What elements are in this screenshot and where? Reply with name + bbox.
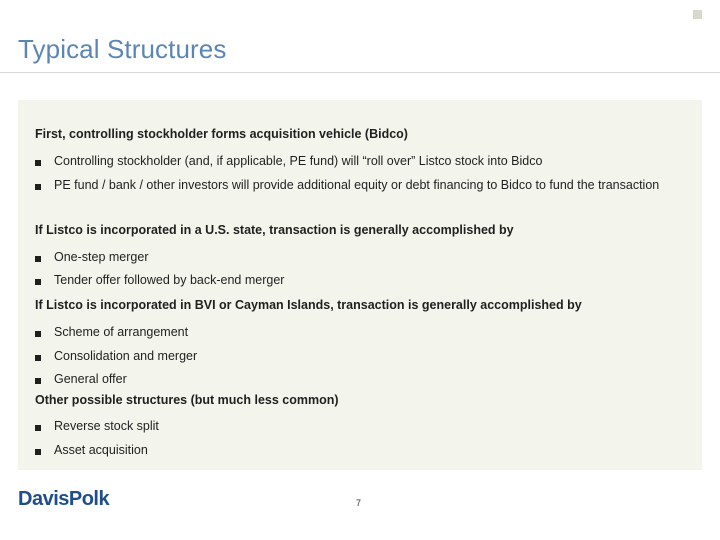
list-item <box>35 275 284 290</box>
bullet-icon <box>35 425 41 431</box>
list-item-text: General offer <box>54 372 127 386</box>
bullet-icon <box>35 184 41 190</box>
list-item <box>35 421 159 436</box>
list-item-text: One-step merger <box>54 250 149 264</box>
list-item <box>35 180 674 195</box>
list-item-text: Reverse stock split <box>54 419 159 433</box>
bullet-icon <box>35 256 41 262</box>
list-item-text: Controlling stockholder (and, if applicable, PE fund) will “roll over” Listco stock into Bidco <box>54 154 543 168</box>
bullet-icon <box>35 355 41 361</box>
list-item <box>35 374 127 389</box>
section-heading: If Listco is incorporated in BVI or Cayman Islands, transaction is generally accomplished by <box>35 298 582 312</box>
list-item-text: Scheme of arrangement <box>54 325 189 339</box>
list-item-text: Tender offer followed by back-end merger <box>54 273 285 287</box>
section-heading: Other possible structures (but much less common) <box>35 393 339 407</box>
list-item <box>35 445 148 460</box>
bullet-icon <box>35 331 41 337</box>
page-title: Typical Structures <box>18 34 227 64</box>
list-item <box>35 252 148 267</box>
bullet-icon <box>35 378 41 384</box>
list-item <box>35 327 188 342</box>
bullet-icon <box>35 279 41 285</box>
list-item <box>35 156 542 171</box>
section-heading: If Listco is incorporated in a U.S. state, transaction is generally accomplished by <box>35 223 514 237</box>
list-item-text: Asset acquisition <box>54 443 148 457</box>
section-heading: First, controlling stockholder forms acquisition vehicle (Bidco) <box>35 127 408 141</box>
page-number: 7 <box>356 498 362 508</box>
list-item-text: PE fund / bank / other investors will provide additional equity or debt financing to Bidco to fund the transaction <box>54 178 660 192</box>
list-item-text: Consolidation and merger <box>54 349 198 363</box>
corner-decoration <box>693 10 702 19</box>
davis-polk-logo: DavisPolk <box>18 488 110 510</box>
title-divider <box>0 72 720 73</box>
bullet-icon <box>35 449 41 455</box>
bullet-icon <box>35 160 41 166</box>
list-item <box>35 351 197 366</box>
